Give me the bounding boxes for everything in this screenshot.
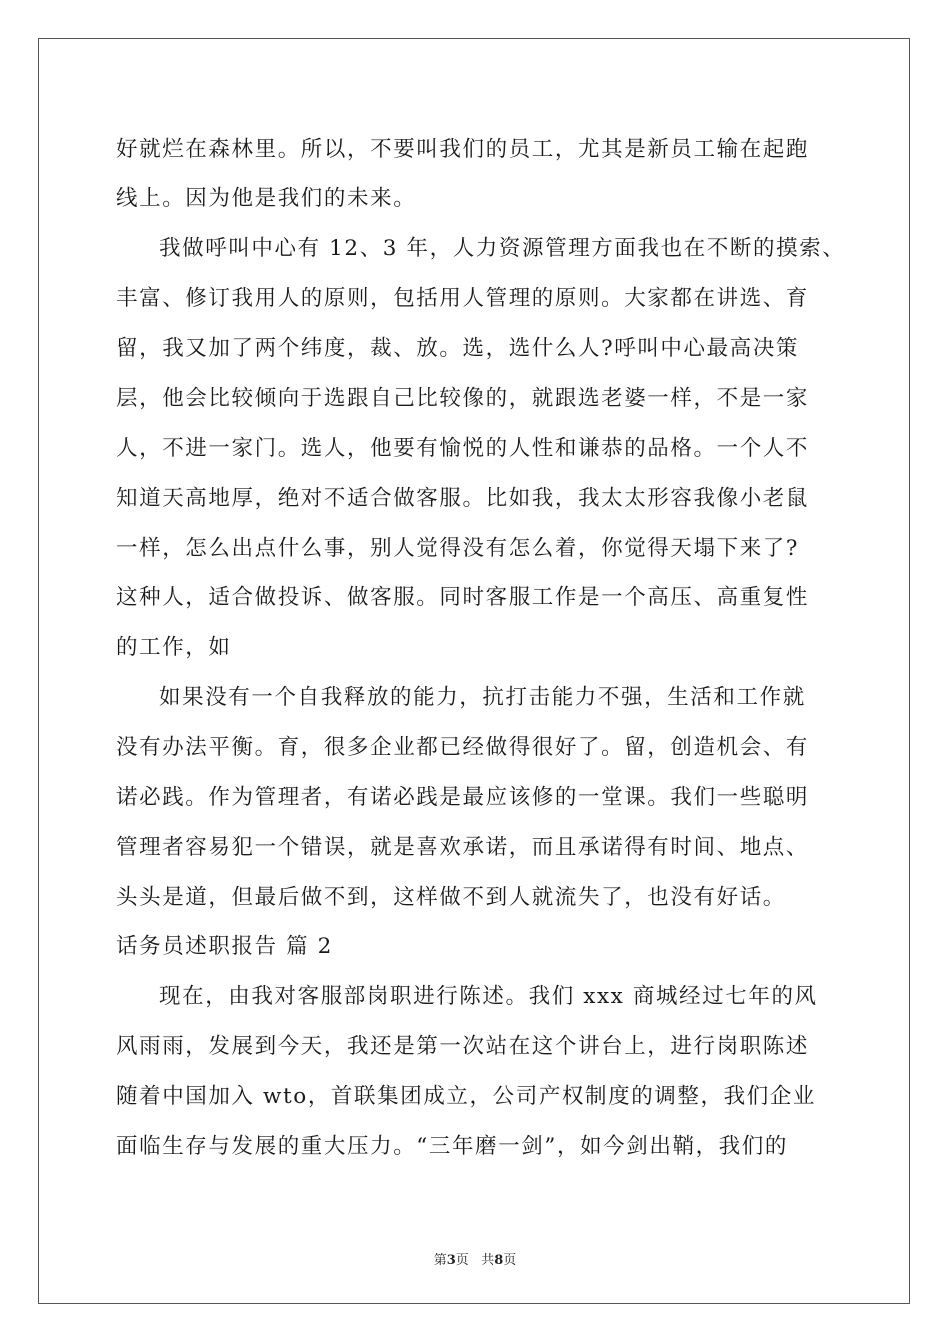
total-suffix: 页: [503, 1253, 517, 1268]
text-line: 留，我又加了两个纬度，裁、放。选，选什么人?呼叫中心最高决策: [116, 336, 800, 361]
page-border: [38, 38, 910, 1304]
text-line: 丰富、修订我用人的原则，包括用人管理的原则。大家都在讲选、育: [116, 286, 810, 311]
total-prefix: 共: [481, 1253, 495, 1268]
page-suffix: 页: [455, 1253, 469, 1268]
paragraph-start-line: 如果没有一个自我释放的能力，抗打击能力不强，生活和工作就: [159, 685, 806, 710]
page-total: 8: [494, 1253, 504, 1268]
paragraph-start-line: 现在，由我对客服部岗职进行陈述。我们 xxx 商城经过七年的风: [159, 984, 818, 1009]
text-line: 好就烂在森林里。所以，不要叫我们的员工，尤其是新员工输在起跑: [116, 137, 810, 162]
text-line: 风雨雨，发展到今天，我还是第一次站在这个讲台上，进行岗职陈述: [116, 1034, 810, 1059]
paragraph-start-line: 我做呼叫中心有 12、3 年，人力资源管理方面我也在不断的摸索、: [159, 236, 846, 261]
text-line: 的工作，如: [116, 635, 232, 660]
text-line: 这种人，适合做投诉、做客服。同时客服工作是一个高压、高重复性: [116, 585, 810, 610]
text-line: 层，他会比较倾向于选跟自己比较像的，就跟选老婆一样，不是一家: [116, 386, 810, 411]
text-line: 线上。因为他是我们的未来。: [116, 186, 417, 211]
text-line: 头头是道，但最后做不到，这样做不到人就流失了，也没有好话。: [116, 885, 786, 910]
text-line: 随着中国加入 wto，首联集团成立，公司产权制度的调整，我们企业: [116, 1084, 817, 1109]
section-heading: 话务员述职报告 篇 2: [116, 934, 333, 959]
text-line: 面临生存与发展的重大压力。“三年磨一剑”，如今剑出鞘，我们的: [116, 1134, 788, 1159]
text-line: 管理者容易犯一个错误，就是喜欢承诺，而且承诺得有时间、地点、: [116, 835, 810, 860]
page-prefix: 第: [433, 1253, 447, 1268]
text-line: 人，不进一家门。选人，他要有愉悦的人性和谦恭的品格。一个人不: [116, 436, 810, 461]
text-line: 知道天高地厚，绝对不适合做客服。比如我，我太太形容我像小老鼠: [116, 486, 810, 511]
text-line: 没有办法平衡。育，很多企业都已经做得很好了。留，创造机会、有: [116, 735, 810, 760]
page-footer: [0, 1249, 950, 1268]
page-current: 3: [446, 1253, 456, 1268]
text-line: 一样，怎么出点什么事，别人觉得没有怎么着，你觉得天塌下来了?: [116, 536, 800, 561]
text-line: 诺必践。作为管理者，有诺必践是最应该修的一堂课。我们一些聪明: [116, 785, 810, 810]
